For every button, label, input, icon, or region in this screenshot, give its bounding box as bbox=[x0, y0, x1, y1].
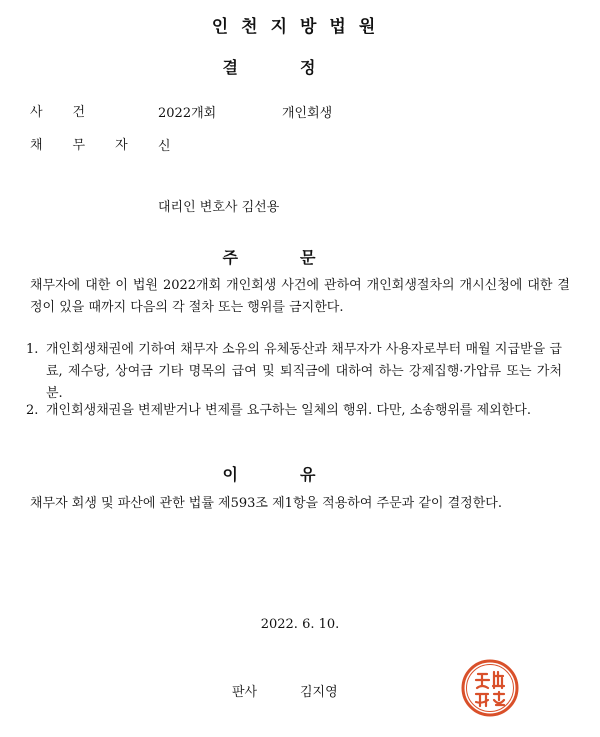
judge-title: 판사 bbox=[232, 685, 258, 700]
case-type: 개인회생 bbox=[282, 106, 333, 121]
order-heading: 주문 bbox=[222, 248, 378, 267]
debtor-name: 신 bbox=[158, 139, 171, 154]
order-item-1 bbox=[26, 339, 562, 405]
decision-heading: 결정 bbox=[222, 58, 378, 77]
decision-date: 2022. 6. 10. bbox=[260, 617, 340, 632]
reason-heading: 이유 bbox=[222, 465, 378, 484]
order-item-number: 1. bbox=[26, 342, 39, 357]
case-number: 2022개회 bbox=[158, 106, 217, 121]
order-item-text: 개인회생채권을 변제받거나 변제를 요구하는 일체의 행위. 다만, 소송행위를 제외한다. bbox=[46, 403, 531, 418]
judge-name: 김지영 bbox=[300, 685, 338, 700]
order-item-2 bbox=[26, 400, 562, 422]
reason-text: 채무자 회생 및 파산에 관한 법률 제593조 제1항을 적용하여 주문과 같이 결정한다. bbox=[30, 496, 502, 511]
order-item-text: 개인회생채권에 기하여 채무자 소유의 유체동산과 채무자가 사용자로부터 매월 지급받을 급료, 제수당, 상여금 기타 명목의 급여 및 퇴직금에 대하여 하는 강제집행·가압류 또는 가처분. bbox=[46, 342, 562, 401]
order-item-number: 2. bbox=[26, 403, 39, 418]
order-intro: 채무자에 대한 이 법원 2022개회 개인회생 사건에 관하여 개인회생절차의 개시신청에 대한 결정이 있을 때까지 다음의 각 절차 또는 행위를 금지한다. bbox=[30, 278, 570, 315]
court-name: 인천지방법원 bbox=[211, 17, 389, 37]
agent-line: 대리인 변호사 김선용 bbox=[158, 200, 280, 215]
debtor-label: 채무자 bbox=[30, 138, 158, 153]
official-seal-icon bbox=[460, 658, 520, 718]
case-label: 사건 bbox=[30, 105, 116, 120]
